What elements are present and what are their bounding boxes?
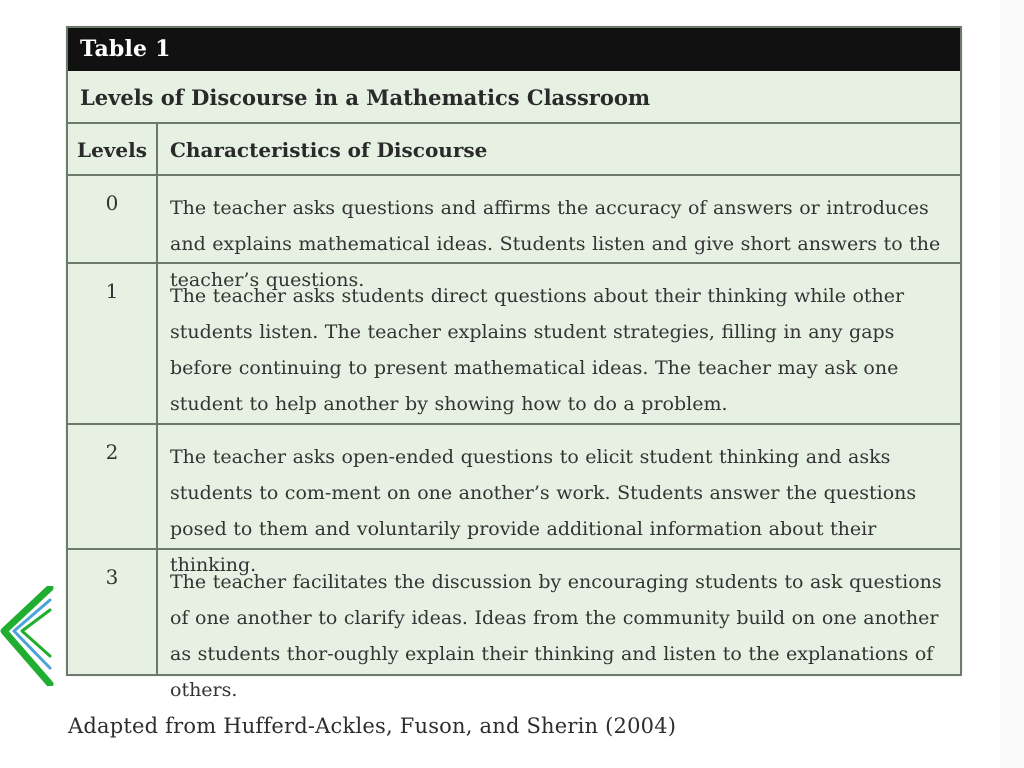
row-level: 0 — [68, 176, 158, 262]
table-subtitle: Levels of Discourse in a Mathematics Classroom — [68, 71, 960, 124]
row-characteristics: The teacher asks open-ended questions to elicit student thinking and asks students to com-ment on one another’s work. Students answer the questions posed to them and voluntarily provide additional information about their thinking. — [170, 446, 917, 576]
table-row — [68, 550, 960, 701]
table-row — [68, 264, 960, 425]
row-characteristics: The teacher asks students direct questions about their thinking while other students listen. The teacher explains student strategies, filling in any gaps before continuing to present mathematical ideas. The teacher may ask one student to help another by showing how to do a problem. — [170, 285, 905, 415]
right-edge-strip — [1000, 0, 1024, 768]
table-header-row — [68, 124, 960, 176]
row-characteristics: The teacher facilitates the discussion by encouraging students to ask questions of one another to clarify ideas. Ideas from the community build on one another as students thor-oughly explain their thinking and listen to the explanations of others. — [170, 571, 942, 701]
row-characteristics: The teacher asks questions and affirms the accuracy of answers or introduces and explains mathematical ideas. Students listen and give short answers to the teacher’s questions. — [170, 197, 941, 291]
table-label: Table 1 — [68, 28, 960, 71]
row-level: 2 — [68, 425, 158, 548]
header-characteristics: Characteristics of Discourse — [170, 138, 488, 162]
back-arrow-icon[interactable] — [0, 586, 54, 686]
discourse-levels-table — [66, 26, 962, 701]
table-row — [68, 176, 960, 291]
table-row — [68, 425, 960, 576]
source-caption: Adapted from Hufferd-Ackles, Fuson, and Sherin (2004) — [68, 714, 677, 738]
header-levels: Levels — [68, 124, 158, 174]
row-level: 1 — [68, 264, 158, 423]
row-level: 3 — [68, 550, 158, 674]
